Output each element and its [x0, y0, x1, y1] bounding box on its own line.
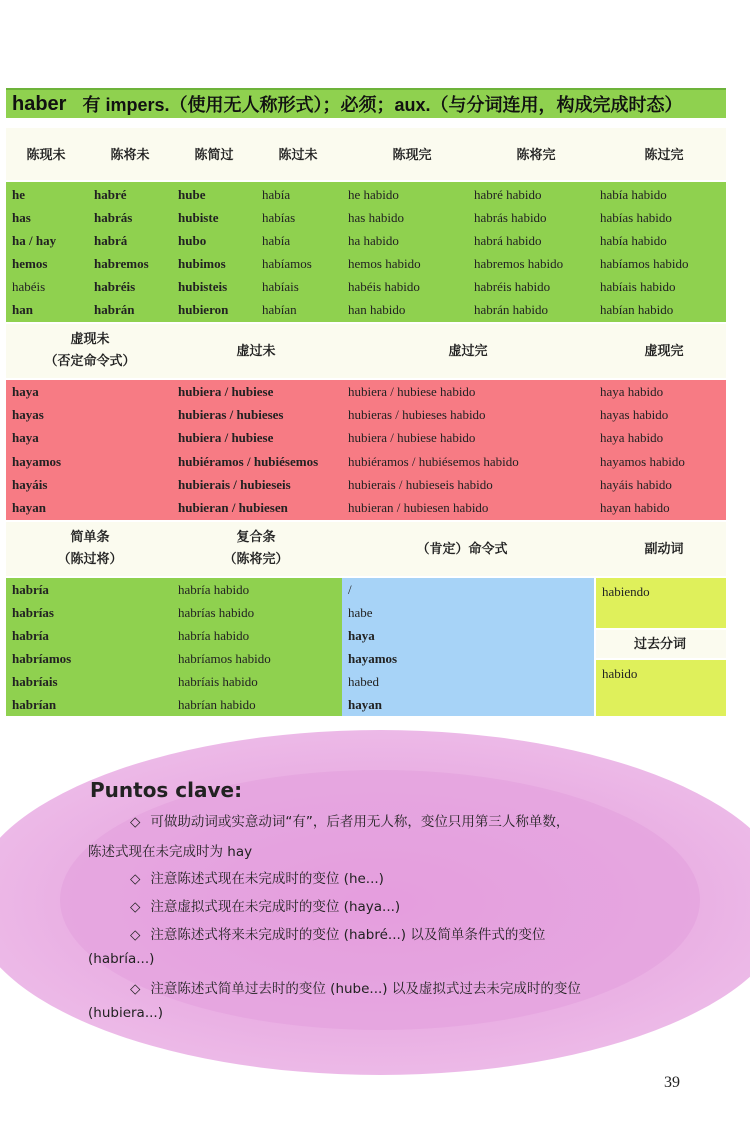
diamond-icon: ◇: [130, 981, 141, 997]
table-row: [6, 206, 726, 229]
cell: han habido: [348, 302, 406, 317]
cell: hubierais / hubieseis: [178, 477, 291, 492]
cell: hubieran / hubiesen: [178, 500, 288, 515]
table-row: [6, 624, 342, 647]
key-point-line: [88, 840, 252, 860]
cell: he habido: [348, 187, 399, 202]
table-row: [6, 298, 726, 321]
table-row: [6, 496, 726, 519]
header-condicional-6: 过去分词: [633, 637, 686, 652]
cell: haya: [348, 628, 375, 643]
header-condicional-2: 复合条: [236, 530, 276, 545]
table-row: [6, 426, 726, 449]
cell: habríamos: [12, 651, 72, 666]
key-point-line: [130, 810, 569, 830]
table-row: [6, 647, 342, 670]
table-row: [342, 601, 594, 624]
gerund-value: habiendo: [602, 584, 650, 599]
cell: hayan: [348, 697, 382, 712]
cell: habría habido: [178, 582, 250, 597]
table-row: [342, 578, 594, 601]
table-row: [6, 693, 342, 716]
page-number: 39: [664, 1074, 680, 1091]
table-row: [6, 601, 342, 624]
verb-definition: 有 impers.（使用无人称形式）；必须；aux.（与分词连用，构成完成时态）: [82, 95, 683, 115]
cell: /: [348, 582, 352, 597]
table-row: [6, 473, 726, 496]
cell: ha / hay: [12, 233, 57, 248]
cell: hubisteis: [178, 279, 228, 294]
diamond-icon: ◇: [130, 814, 141, 830]
cell: había: [262, 233, 291, 248]
key-point-text: 陈述式现在未完成时为 hay: [88, 844, 253, 860]
header-condicional-1: （陈过将）: [57, 552, 123, 567]
table-row: [6, 403, 726, 426]
diamond-icon: ◇: [130, 899, 141, 915]
cell: hayáis: [12, 477, 48, 492]
subjunctive-header-row: [6, 324, 726, 378]
imperative-block: [342, 578, 594, 716]
table-row: [6, 450, 726, 473]
verb-title-bar: [6, 88, 726, 118]
cell: habrías habido: [178, 605, 255, 620]
cell: habréis: [94, 279, 136, 294]
cell: hemos habido: [348, 256, 421, 271]
table-row: [342, 647, 594, 670]
cell: hayas habido: [600, 407, 669, 422]
cell: habrán: [94, 302, 135, 317]
header-indicativo-0: 陈现未: [26, 148, 66, 163]
cell: hayáis habido: [600, 477, 672, 492]
cell: había habido: [600, 187, 667, 202]
key-point-text: (habría...): [88, 951, 155, 967]
cell: has habido: [348, 210, 404, 225]
cell: hubieras / hubieses: [178, 407, 284, 422]
cell: hubiste: [178, 210, 219, 225]
cell: habías: [262, 210, 296, 225]
header-indicativo-6: 陈过完: [644, 148, 684, 163]
cell: habría habido: [178, 628, 250, 643]
table-row: [342, 670, 594, 693]
cell: hubimos: [178, 256, 226, 271]
key-point-text: 注意虚拟式现在未完成时的变位 (haya...): [150, 899, 401, 915]
header-condicional-4: （肯定）命令式: [416, 542, 508, 557]
cell: habré habido: [474, 187, 542, 202]
cell: hayan: [12, 500, 46, 515]
header-subjuntivo-0: 虚现未: [70, 332, 110, 347]
cell: hubiera / hubiese habido: [348, 430, 476, 445]
header-condicional-0: 简单条: [70, 530, 110, 545]
cell: habremos habido: [474, 256, 564, 271]
cell: hayamos: [12, 454, 62, 469]
cell: hubiéramos / hubiésemos habido: [348, 454, 519, 469]
cell: habe: [348, 605, 373, 620]
cell: habríais: [12, 674, 58, 689]
cell: habían habido: [600, 302, 674, 317]
cell: hubierais / hubieseis habido: [348, 477, 493, 492]
header-subjuntivo-2: 虚过未: [236, 344, 276, 359]
header-indicativo-2: 陈简过: [194, 148, 234, 163]
key-point-text: 注意陈述式简单过去时的变位 (hube...) 以及虚拟式过去未完成时的变位: [150, 981, 581, 997]
subjunctive-block: [6, 380, 726, 520]
header-indicativo-4: 陈现完: [392, 148, 432, 163]
key-point-line: [88, 1005, 163, 1021]
table-row: [6, 670, 342, 693]
indicative-block: [6, 182, 726, 322]
cell: habríamos habido: [178, 651, 271, 666]
cell: habed: [348, 674, 380, 689]
cell: habría: [12, 582, 49, 597]
cell: hayamos habido: [600, 454, 685, 469]
table-row: [6, 578, 342, 601]
table-row: [342, 693, 594, 716]
cell: habéis: [12, 279, 46, 294]
indicative-header-row: [6, 128, 726, 180]
cell: ha habido: [348, 233, 399, 248]
key-point-text: 可做助动词或实意动词“有”，后者用无人称，变位只用第三人称单数，: [150, 814, 570, 830]
cell: habréis habido: [474, 279, 551, 294]
cell: hubiéramos / hubiésemos: [178, 454, 319, 469]
table-row: [6, 252, 726, 275]
table-row: [342, 624, 594, 647]
cell: hubo: [178, 233, 207, 248]
cell: hayamos: [348, 651, 398, 666]
cell: habíamos: [262, 256, 312, 271]
gerund-block: [596, 578, 726, 628]
cell: habrían habido: [178, 697, 256, 712]
key-point-text: 注意陈述式将来未完成时的变位 (habré...) 以及简单条件式的变位: [150, 927, 546, 943]
key-point-line: [130, 895, 400, 915]
verb-name: haber: [12, 92, 67, 115]
cell: hubiera / hubiese: [178, 430, 274, 445]
header-indicativo-3: 陈过未: [278, 148, 318, 163]
key-point-line: [130, 977, 581, 997]
participle-block: [596, 660, 726, 716]
header-subjuntivo-1: （否定命令式）: [44, 354, 136, 369]
cell: habrás habido: [474, 210, 547, 225]
cell: hubieron: [178, 302, 229, 317]
header-condicional-3: （陈将完）: [223, 552, 289, 567]
cell: habéis habido: [348, 279, 420, 294]
key-point-line: [130, 923, 545, 943]
cell: habrían: [12, 697, 57, 712]
cell: habíamos habido: [600, 256, 689, 271]
cell: habían: [262, 302, 297, 317]
cell: habrás: [94, 210, 133, 225]
cell: hube: [178, 187, 206, 202]
cell: habrías: [12, 605, 54, 620]
header-condicional-5: 副动词: [644, 542, 684, 557]
header-indicativo-1: 陈将未: [110, 148, 150, 163]
cell: había: [262, 187, 291, 202]
header-subjuntivo-4: 虚现完: [644, 344, 684, 359]
cell: haya habido: [600, 384, 664, 399]
cell: hubiera / hubiese habido: [348, 384, 476, 399]
cell: habré: [94, 187, 127, 202]
table-row: [6, 275, 726, 298]
cell: haya: [12, 384, 39, 399]
diamond-icon: ◇: [130, 927, 141, 943]
header-indicativo-5: 陈将完: [516, 148, 556, 163]
cell: haya habido: [600, 430, 664, 445]
cell: he: [12, 187, 25, 202]
key-points-title: Puntos clave:: [90, 778, 243, 802]
cell: habremos: [94, 256, 149, 271]
key-point-line: [88, 951, 154, 967]
cell: hubieras / hubieses habido: [348, 407, 486, 422]
table-row: [6, 380, 726, 403]
cell: hayan habido: [600, 500, 670, 515]
cell: hayas: [12, 407, 44, 422]
table-row: [6, 183, 726, 206]
key-point-text: 注意陈述式现在未完成时的变位 (he...): [150, 871, 384, 887]
table-row: [6, 229, 726, 252]
participle-value: habido: [602, 666, 638, 681]
header-subjuntivo-3: 虚过完: [448, 344, 488, 359]
cell: habríais habido: [178, 674, 258, 689]
diamond-icon: ◇: [130, 871, 141, 887]
cell: hubiera / hubiese: [178, 384, 274, 399]
cell: habrán habido: [474, 302, 549, 317]
cell: hemos: [12, 256, 48, 271]
cell: hubieran / hubiesen habido: [348, 500, 489, 515]
cell: habrá habido: [474, 233, 542, 248]
cell: haya: [12, 430, 39, 445]
cell: habría: [12, 628, 49, 643]
cell: habías habido: [600, 210, 672, 225]
cell: habíais: [262, 279, 299, 294]
cell: habrá: [94, 233, 128, 248]
key-point-text: (hubiera...): [88, 1005, 163, 1021]
key-point-line: [130, 867, 384, 887]
conditional-block: [6, 578, 342, 716]
cell: había habido: [600, 233, 667, 248]
cell: has: [12, 210, 31, 225]
conditional-header-row: [6, 522, 726, 576]
participle-header: [596, 630, 726, 658]
cell: han: [12, 302, 33, 317]
cell: habíais habido: [600, 279, 676, 294]
